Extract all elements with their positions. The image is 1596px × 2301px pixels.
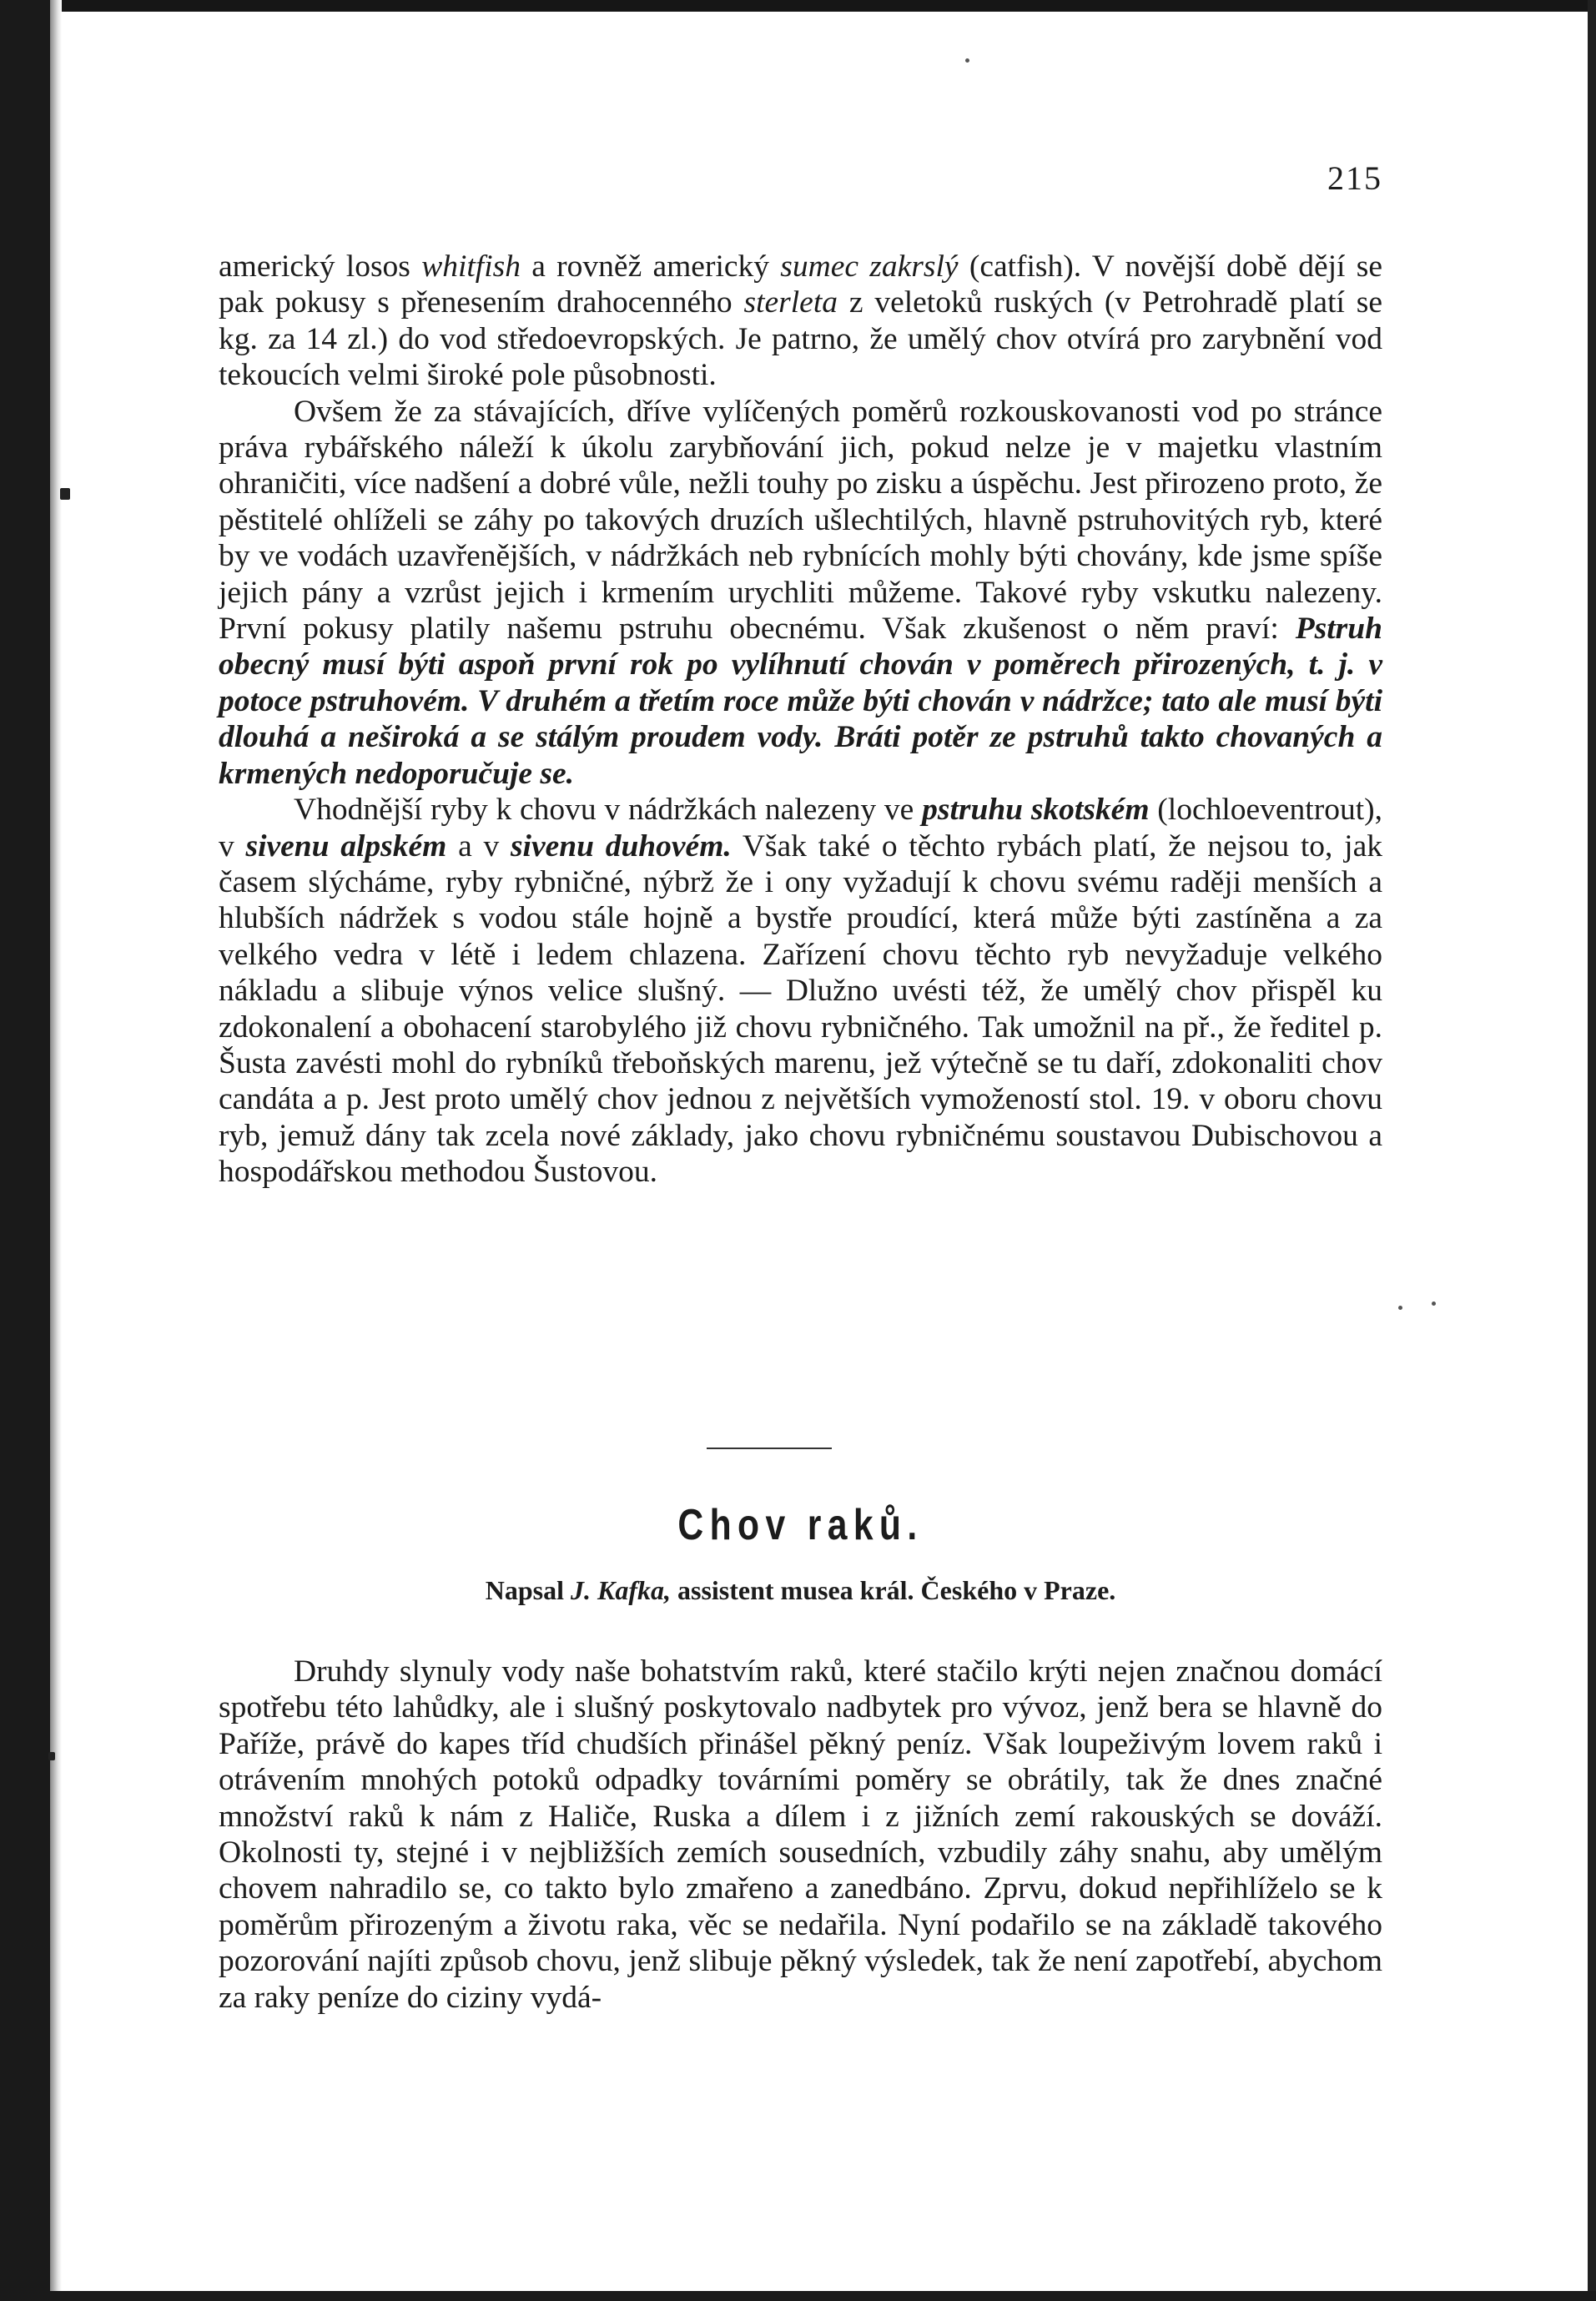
paragraph bbox=[219, 394, 1382, 792]
article-body bbox=[219, 1654, 1382, 2016]
page-number: 215 bbox=[1327, 159, 1382, 197]
scan-gutter-shadow bbox=[50, 0, 62, 2301]
text-run: (catfish). V novější době dějí se pak pokusy s přenesením drahocenného bbox=[219, 249, 1382, 320]
text-run: Ovšem že za stávajících, dříve vylíčených poměrů rozkouskovanosti vod po stránce práva rybářského náleží k úkolu zarybňování jich, pokud nelze je v majetku vlastním ohraničiti, více nadšení a dobré vůle, nežli touhy po zisku a úspěchu. Jest přirozeno proto, že pěstitelé ohlíželi se záhy po takových druzích ušlechtilých, hlavně pstruhovitých ryb, které by ve vodách uzavřenějších, v nádržkách neb rybnících mohly býti chovány, kde jsme spíše jejich pány a vzrůst jejich i krmením urychliti můžeme. Takové ryby vskutku nalezeny. První pokusy platily našemu pstruhu obecnému. Však zkušenost o něm praví: bbox=[219, 394, 1382, 647]
text-run: (lochloeventrout), v bbox=[219, 793, 1382, 864]
scan-speck bbox=[48, 1752, 55, 1760]
scan-speck bbox=[60, 488, 70, 500]
continued-text bbox=[219, 249, 1382, 1191]
paragraph: Druhdy slynuly vody naše bohatstvím raků, které stačilo krýti nejen značnou domácí spotřebu této lahůdky, ale i slušný poskytovalo nadbytek pro vývoz, jenž bera se hlavně do Paříže, právě do kapes tříd chudších přinášel pěkný peníz. Však loupeživým lovem raků i otrávením mnohých potoků odpadky továrními poměry se obrátily, tak že dnes značné množství raků k nám z Haliče, Ruska a dílem i z jižních zemí rakouských se dováží. Okolnosti ty, stejné i v nejbližších zemích sousedních, vzbudily záhy snahu, aby umělým chovem nahradilo se, co takto bylo zmařeno a zanedbáno. Zprvu, dokud nepřihlíželo se k poměrům přirozeným a životu raka, věc se nedařila. Nyní podařilo se na základě takového pozorování najíti způsob chovu, jenž slibuje pěkný výsledek, tak že není zapotřebí, abychom za raky peníze do ciziny vydá- bbox=[219, 1654, 1382, 2015]
text-run: americký losos bbox=[219, 249, 422, 284]
scan-border-left bbox=[0, 0, 50, 2301]
article-byline bbox=[219, 1575, 1382, 1606]
italic-term: sumec zakrslý bbox=[780, 249, 959, 284]
section-separator bbox=[707, 1448, 832, 1449]
text-run: Vhodnější ryby k chovu v nádržkách nalezeny ve bbox=[294, 793, 923, 828]
scan-speck bbox=[965, 58, 969, 63]
byline-prefix: Napsal bbox=[485, 1575, 571, 1605]
byline-author: J. Kafka, bbox=[570, 1575, 671, 1605]
paragraph bbox=[219, 792, 1382, 1190]
text-run: z veletoků ruských (v Petrohradě platí se kg. za 14 zl.) do vod středoevropských. Je patrno, že umělý chov otvírá pro zarybnění vod tekoucích velmi široké pole působnosti. bbox=[219, 285, 1382, 393]
scan-border-bottom bbox=[0, 2291, 1596, 2301]
article-title: Chov raků. bbox=[677, 1501, 924, 1549]
paragraph bbox=[219, 249, 1382, 394]
byline-suffix: assistent musea král. Českého v Praze. bbox=[670, 1575, 1116, 1605]
italic-term: pstruhu skotském bbox=[922, 793, 1150, 828]
italic-term: sterleta bbox=[743, 285, 838, 320]
scan-speck bbox=[1398, 1306, 1402, 1310]
text-run: a rovněž americký bbox=[520, 249, 781, 284]
text-run: Však také o těchto rybách platí, že nejsou to, jak časem slýcháme, ryby rybničné, nýbrž že i ony vyžadují k chovu svému raději menších a hlubších nádržek s vodou stále hojně a bystře proudící, která může býti zastíněna a za velkého vedra v létě i ledem chlazena. Zařízení chovu těchto ryb nevyžaduje velkého nákladu a slibuje výnos velice slušný. — Dlužno uvésti též, že umělý chov přispěl ku zdokonalení a obohacení starobylého již chovu rybničného. Tak umožnil na př., že ředitel p. Šusta zavésti mohl do rybníků třeboňských marenu, jež výtečně se tu daří, zdokonaliti chov candáta a p. Jest proto umělý chov jednou z největších vymožeností stol. 19. v oboru chovu ryb, jemuž dány tak zcela nové základy, jako chovu rybničnému soustavou Dubischovou a hospodářskou methodou Šustovou. bbox=[219, 828, 1382, 1190]
scan-border-top bbox=[0, 0, 1596, 12]
italic-term: whitfish bbox=[421, 249, 521, 284]
scan-border-right bbox=[1588, 0, 1596, 2301]
text-run: a v bbox=[446, 828, 511, 864]
italic-term: sivenu alpském bbox=[245, 828, 447, 864]
scan-speck bbox=[1432, 1302, 1436, 1306]
italic-quote: Pstruh obecný musí býti aspoň první rok po vylíhnutí chován v poměrech přirozených, t. j. v potoce pstruhovém. V druhém a třetím roce může býti chován v nádržce; tato ale musí býti dlouhá a neširoká a se stálým proudem vody. Bráti potěr ze pstruhů takto chovaných a krmených nedoporučuje se. bbox=[219, 612, 1382, 791]
italic-term: sivenu duhovém. bbox=[510, 828, 732, 864]
